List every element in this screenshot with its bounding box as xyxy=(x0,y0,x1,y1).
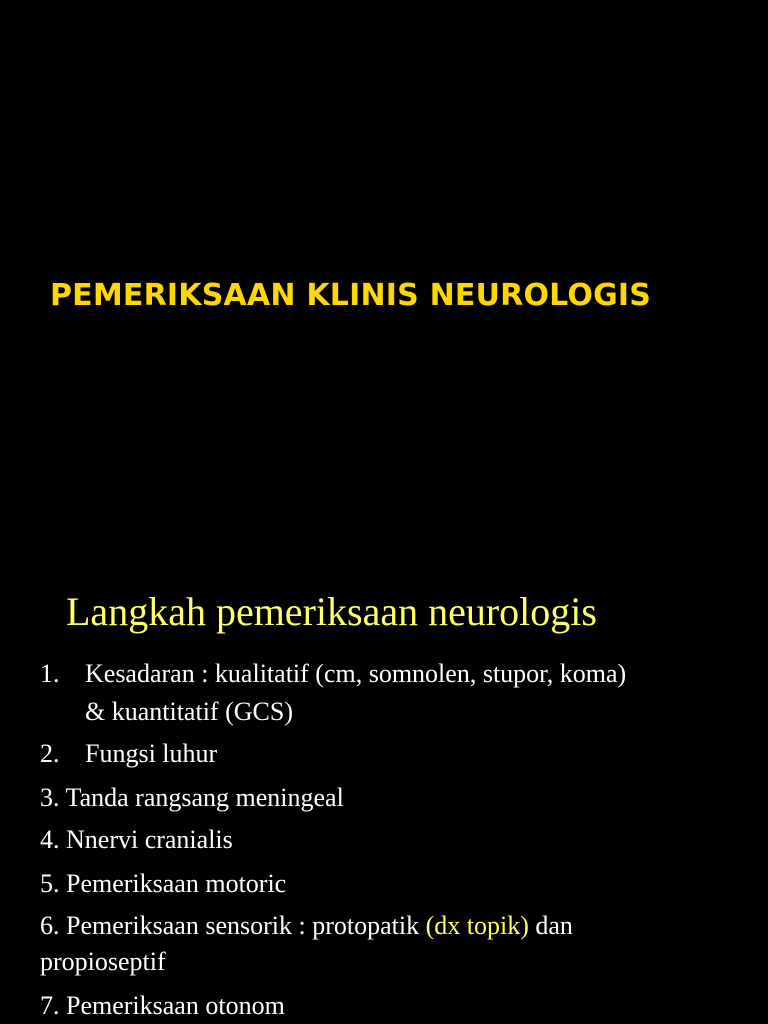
list-item-text: Fungsi luhur xyxy=(85,739,218,768)
list-item-number: 1. xyxy=(40,659,60,688)
list-item-text: 6. Pemeriksaan sensorik : protopatik xyxy=(40,911,426,940)
slide-subtitle: Langkah pemeriksaan neurologis xyxy=(66,589,597,634)
list-item xyxy=(40,908,573,944)
list-item: 7. Pemeriksaan otonom xyxy=(40,991,285,1020)
list-item: 5. Pemeriksaan motoric xyxy=(40,869,287,898)
list-item-number: 2. xyxy=(40,739,60,768)
list-item-continuation: & kuantitatif (GCS) xyxy=(85,697,293,726)
slide-title: PEMERIKSAAN KLINIS NEUROLOGIS xyxy=(50,278,652,313)
list-item-continuation: propioseptif xyxy=(40,947,166,976)
list-item-highlight: (dx topik) xyxy=(425,911,529,940)
list-item xyxy=(40,736,217,772)
list-item-text: Kesadaran : kualitatif (cm, somnolen, stupor, koma) xyxy=(85,659,627,688)
list-item: 4. Nnervi cranialis xyxy=(40,825,233,854)
list-item xyxy=(40,656,626,692)
list-item-text-after: dan xyxy=(528,911,573,940)
list-item: 3. Tanda rangsang meningeal xyxy=(40,783,344,812)
